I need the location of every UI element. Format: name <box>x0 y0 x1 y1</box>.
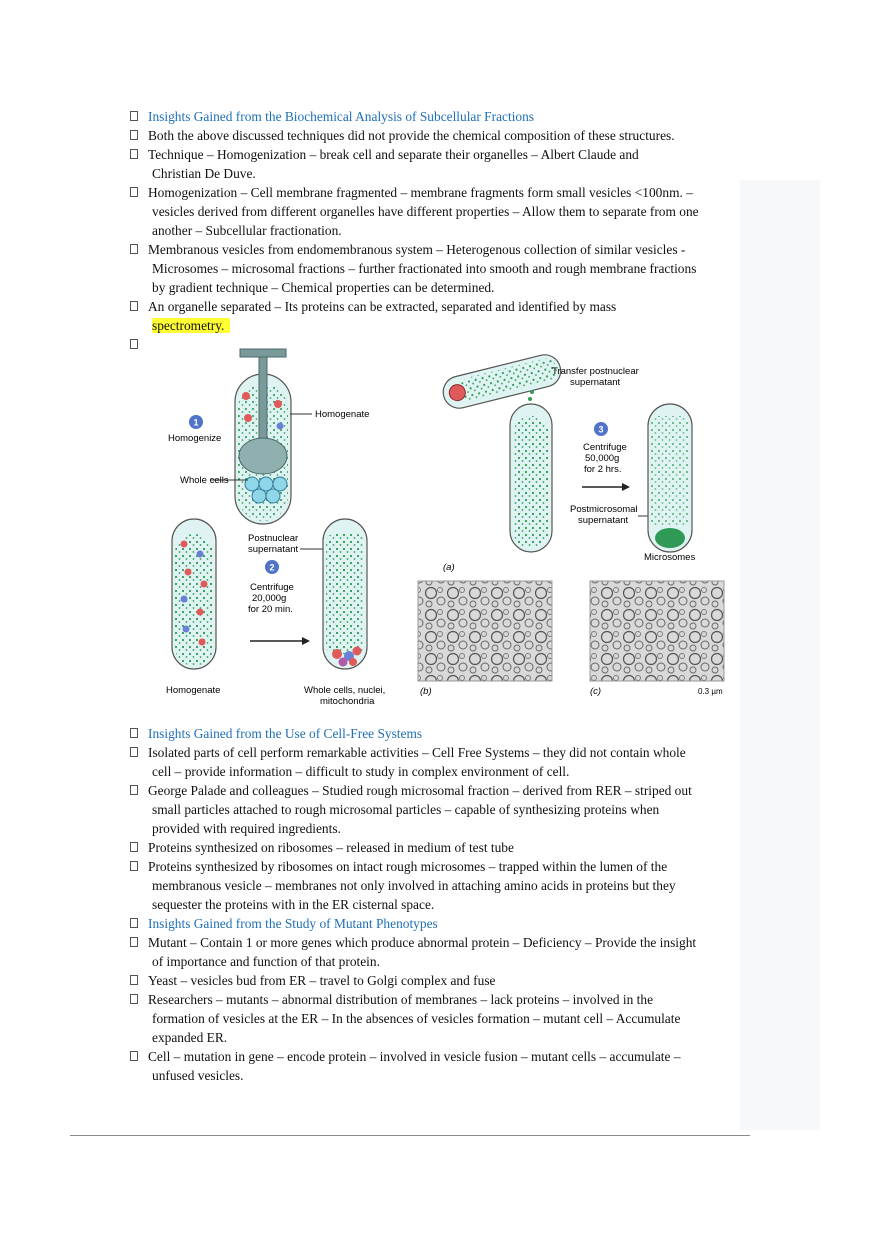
bullet-box-icon <box>130 842 138 852</box>
pellet-20k-line2: mitochondria <box>320 696 375 707</box>
transfer-label-line2: supernatant <box>570 377 621 388</box>
centrifuge-20k-line1: Centrifuge <box>250 582 294 593</box>
bullet-item-continuation: sequester the proteins with in the ER cisternal space. <box>152 897 435 912</box>
homogenizer-tube <box>210 349 312 524</box>
section-heading: Insights Gained from the Study of Mutant Phenotypes <box>130 914 770 933</box>
bullet-box-icon <box>130 785 138 795</box>
bullet-box-icon <box>130 994 138 1004</box>
postnuclear-label-line2: supernatant <box>248 544 299 555</box>
panel-c-label: (c) <box>590 686 602 697</box>
bullet-item-continuation: membranous vesicle – membranes not only involved in attaching amino acids in proteins but they <box>152 878 676 893</box>
bullet-item: Yeast – vesicles bud from ER – travel to Golgi complex and fuse <box>130 971 770 990</box>
bullet-item: Both the above discussed techniques did not provide the chemical composition of these structures. <box>130 126 770 145</box>
pellet-20k-line1: Whole cells, nuclei, <box>304 685 386 696</box>
centrifuge-50k-line3: for 2 hrs. <box>584 464 622 475</box>
micrograph-rough-microsomes <box>418 581 552 681</box>
bullet-item: An organelle separated – Its proteins can be extracted, separated and identified by mass <box>130 297 770 316</box>
homogenate-label: Homogenate <box>315 409 370 420</box>
bullet-item-continuation: by gradient technique – Chemical properties can be determined. <box>152 280 495 295</box>
fractionation-figure <box>160 344 740 716</box>
tube-homogenate-label: Homogenate <box>166 685 221 696</box>
bullet-box-icon <box>130 728 138 738</box>
centrifuge-20k-line2: 20,000g <box>252 593 287 604</box>
step-3-number: 3 <box>598 424 604 435</box>
bullet-item: Mutant – Contain 1 or more genes which produce abnormal protein – Deficiency – Provide the insight <box>130 933 770 952</box>
bullet-box-icon <box>130 187 138 197</box>
bullet-item: Isolated parts of cell perform remarkable activities – Cell Free Systems – they did not contain whole <box>130 743 770 762</box>
bullet-item: Cell – mutation in gene – encode protein – involved in vesicle fusion – mutant cells – accumulate – <box>130 1047 770 1066</box>
bullet-item-continuation: unfused vesicles. <box>152 1068 244 1083</box>
centrifuge-50k-line2: 50,000g <box>585 453 620 464</box>
bullet-box-icon <box>130 149 138 159</box>
bullet-box-icon <box>130 861 138 871</box>
section-heading: Insights Gained from the Use of Cell-Free Systems <box>130 724 770 743</box>
arrow-right-icon <box>622 483 630 491</box>
panel-a-label: (a) <box>443 562 455 573</box>
bullet-box-icon <box>130 1051 138 1061</box>
postmicrosomal-label-line2: supernatant <box>578 515 629 526</box>
scale-bar-label: 0.3 µm <box>698 687 723 696</box>
bullet-box-icon <box>130 975 138 985</box>
bullet-box-icon <box>130 339 138 349</box>
bullet-item-continuation: of importance and function of that protein. <box>152 954 380 969</box>
panel-b-label: (b) <box>420 686 432 697</box>
footer-divider <box>70 1135 750 1136</box>
bullet-box-icon <box>130 244 138 254</box>
bullet-box-icon <box>130 747 138 757</box>
postnuclear-tube <box>323 519 367 669</box>
bullet-item-continuation: provided with required ingredients. <box>152 821 341 836</box>
highlighted-text: spectrometry. <box>152 318 230 333</box>
section-cell-free-systems <box>130 724 770 1085</box>
supernatant-tube <box>510 404 552 552</box>
bullet-item: Researchers – mutants – abnormal distribution of membranes – lack proteins – involved in the <box>130 990 770 1009</box>
fractionation-diagram <box>160 344 740 716</box>
bullet-item: Homogenization – Cell membrane fragmented – membrane fragments form small vesicles <100nm. – <box>130 183 770 202</box>
bullet-item-continuation: Microsomes – microsomal fractions – further fractionated into smooth and rough membrane fractions <box>152 261 697 276</box>
bullet-box-icon <box>130 937 138 947</box>
micrograph-smooth-microsomes <box>590 581 724 681</box>
arrow-right-icon <box>302 637 310 645</box>
step-2-number: 2 <box>269 562 275 573</box>
bullet-item: Proteins synthesized on ribosomes – released in medium of test tube <box>130 838 770 857</box>
transfer-label-line1: Transfer postnuclear <box>552 366 639 377</box>
step-1-number: 1 <box>193 417 199 428</box>
bullet-item-continuation: formation of vesicles at the ER – In the absences of vesicles formation – mutant cell – Accumulate <box>152 1011 681 1026</box>
whole-cells-label: Whole cells <box>180 475 229 486</box>
bullet-item: Technique – Homogenization – break cell and separate their organelles – Albert Claude and <box>130 145 770 164</box>
bullet-item: Membranous vesicles from endomembranous system – Heterogenous collection of similar vesicles - <box>130 240 770 259</box>
bullet-box-icon <box>130 918 138 928</box>
homogenize-label: Homogenize <box>168 433 222 444</box>
bullet-box-icon <box>130 301 138 311</box>
homogenate-tube <box>172 519 216 669</box>
postmicrosomal-label-line1: Postmicrosomal <box>570 504 638 515</box>
centrifuge-20k-line3: for 20 min. <box>248 604 293 615</box>
bullet-item-continuation <box>130 316 770 335</box>
transfer-tube <box>440 351 564 411</box>
postnuclear-label-line1: Postnuclear <box>248 533 299 544</box>
bullet-box-icon <box>130 111 138 121</box>
bullet-item-continuation: Christian De Duve. <box>152 166 256 181</box>
bullet-item: Proteins synthesized by ribosomes on intact rough microsomes – trapped within the lumen of the <box>130 857 770 876</box>
bullet-item-continuation: vesicles derived from different organelles have different properties – Allow them to separate from one <box>152 204 699 219</box>
microsome-tube <box>648 404 692 552</box>
bullet-item: George Palade and colleagues – Studied rough microsomal fraction – derived from RER – striped out <box>130 781 770 800</box>
section-biochemical-analysis <box>130 107 770 354</box>
bullet-box-icon <box>130 130 138 140</box>
section-heading: Insights Gained from the Biochemical Analysis of Subcellular Fractions <box>130 107 770 126</box>
bullet-item-continuation: cell – provide information – difficult to study in complex environment of cell. <box>152 764 570 779</box>
bullet-item-continuation: small particles attached to rough microsomal particles – capable of synthesizing proteins when <box>152 802 660 817</box>
bullet-item-continuation: expanded ER. <box>152 1030 228 1045</box>
bullet-item-continuation: another – Subcellular fractionation. <box>152 223 342 238</box>
centrifuge-50k-line1: Centrifuge <box>583 442 627 453</box>
microsomes-label: Microsomes <box>644 552 696 563</box>
